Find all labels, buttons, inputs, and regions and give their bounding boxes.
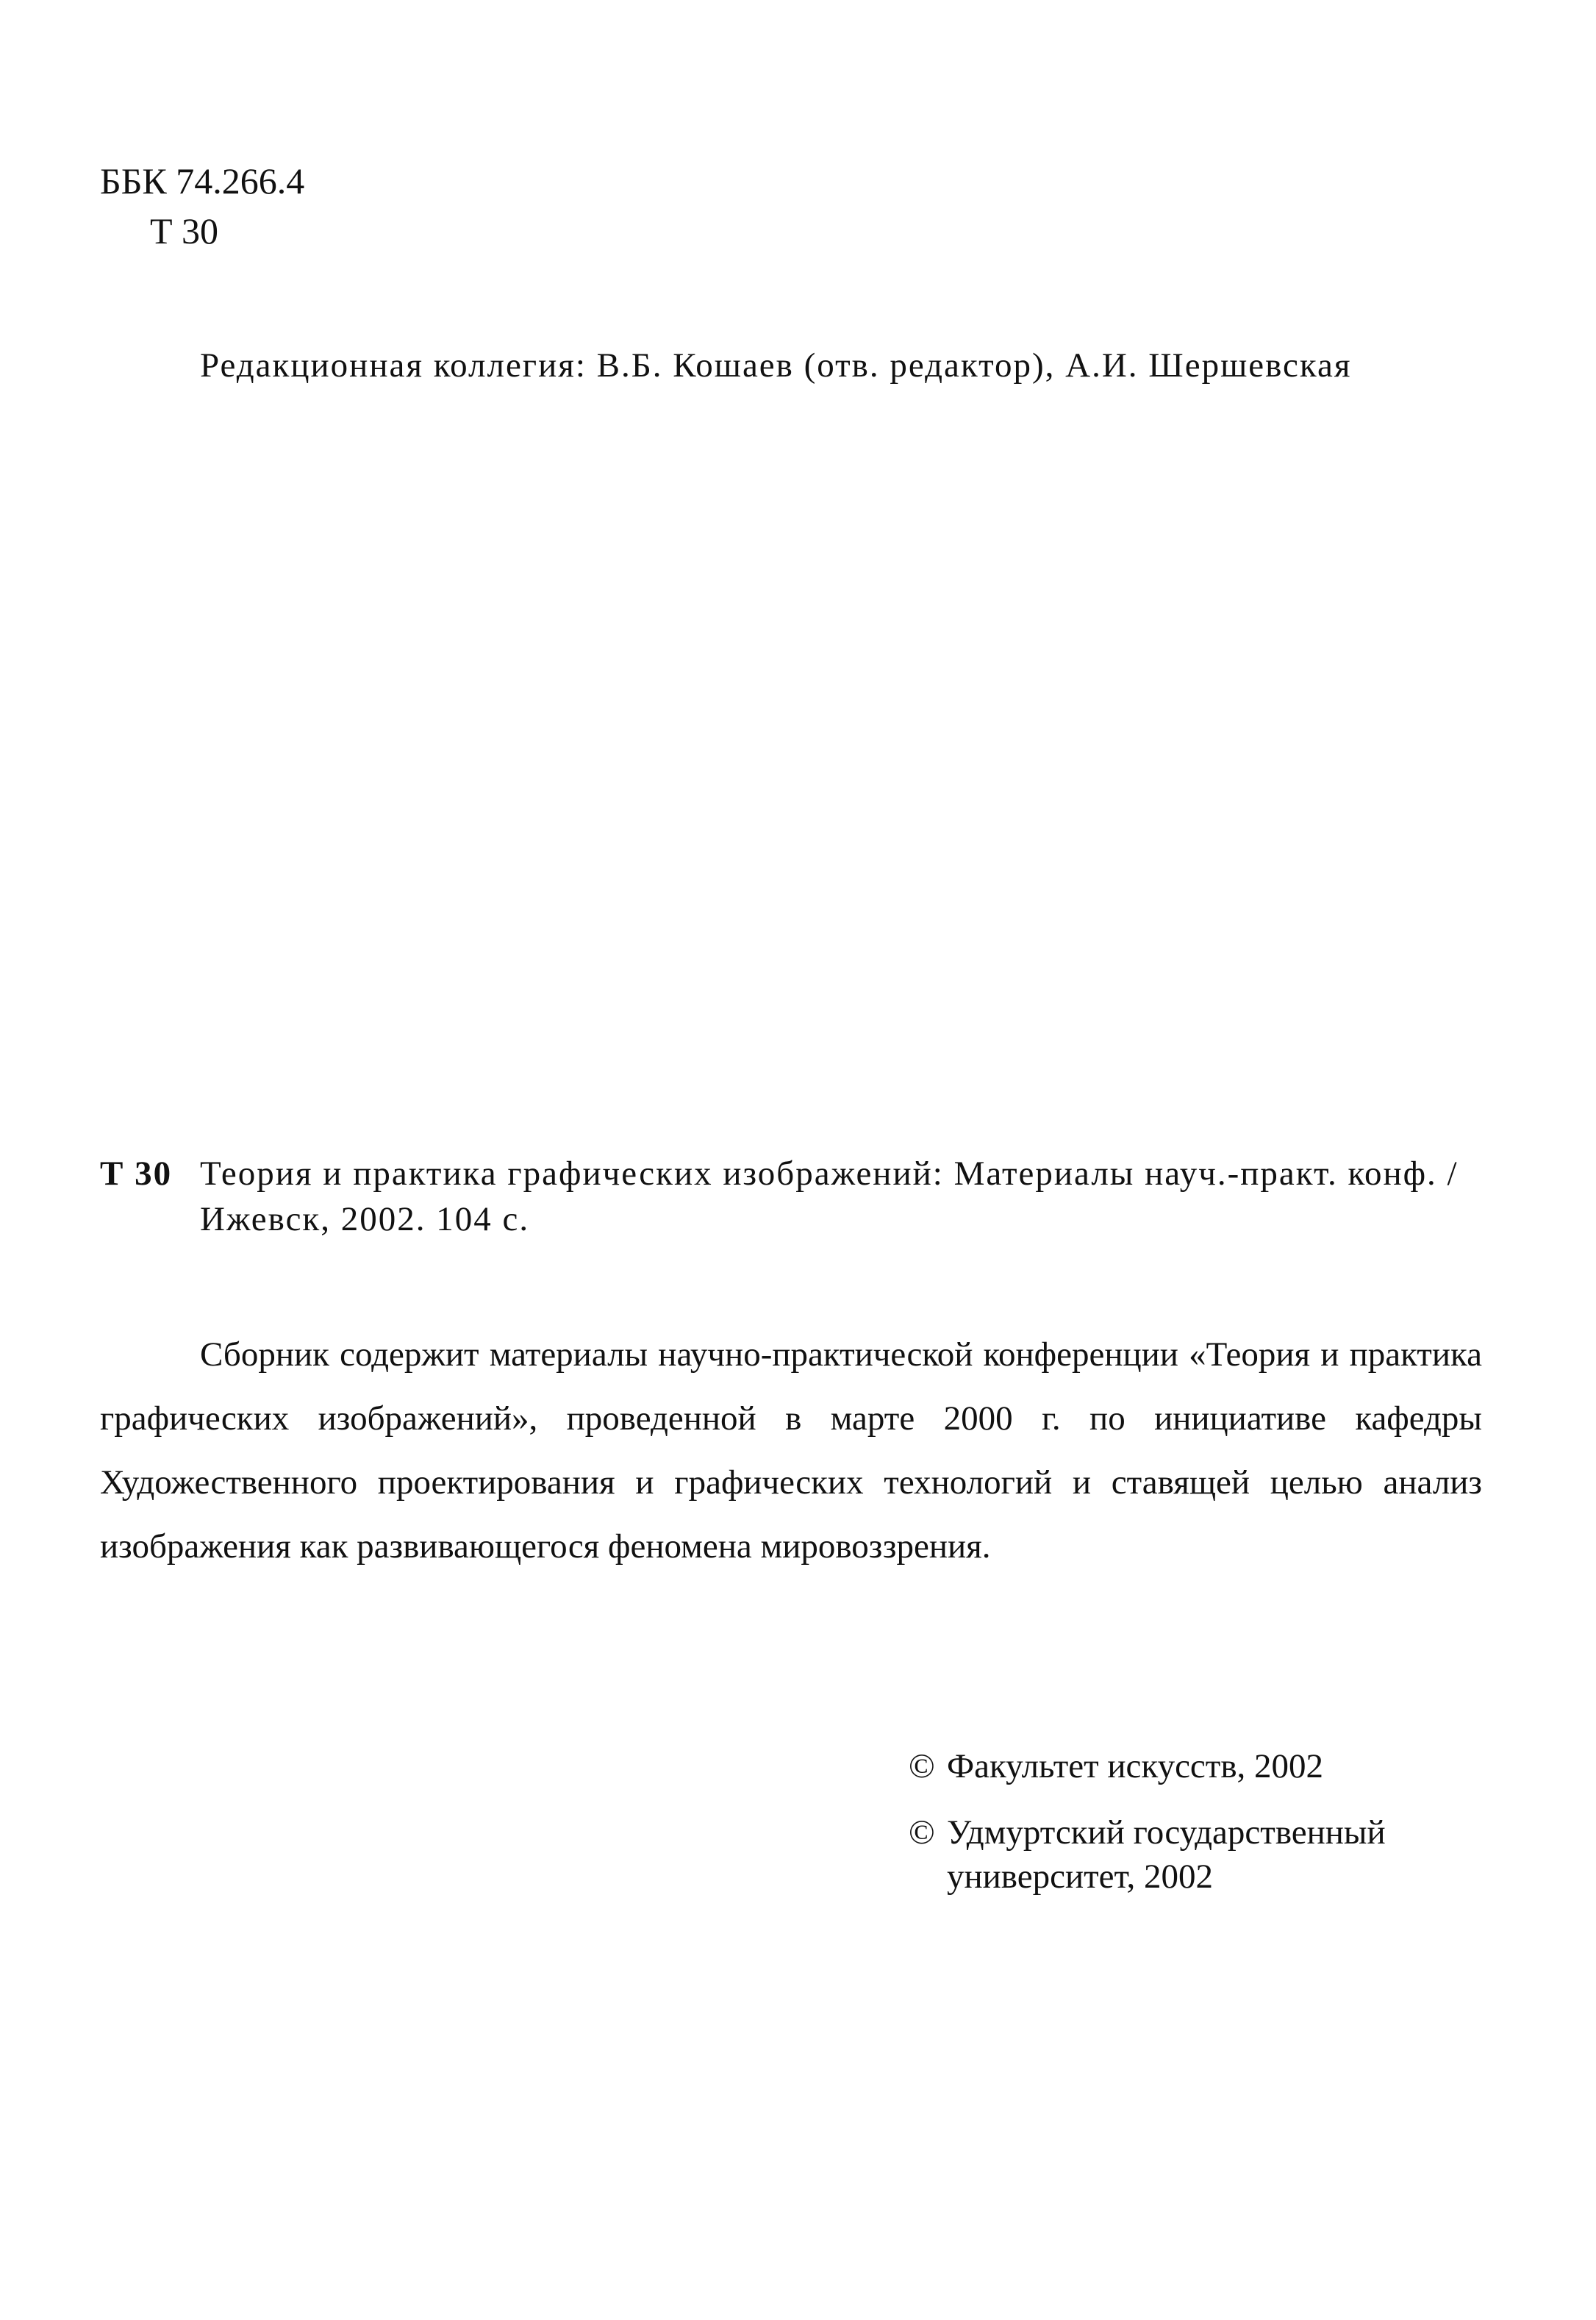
bbk-code: ББК 74.266.4: [100, 160, 305, 201]
copyright-icon: ©: [909, 1813, 935, 1852]
collection-abstract: Сборник содержит материалы научно-практической конференции «Теория и практика графических изображений», проведенной в марте 2000 г. по инициативе кафедры Художественного проектирования и графических технологий и ставящей целью анализ изображения как развивающегося феномена мировоззрения.: [100, 1335, 1482, 1566]
editorial-board: Редакционная коллегия: В.Б. Кошаев (отв. редактор), А.И. Шершевская: [200, 346, 1352, 385]
classification-block: [100, 156, 304, 256]
copyright-notices: [909, 1744, 1467, 1921]
copyright-icon: ©: [909, 1747, 935, 1785]
bibliographic-record: [100, 1151, 1482, 1242]
copyright-notice-university: [909, 1810, 1467, 1899]
author-mark: Т 30: [150, 210, 219, 251]
record-description: Теория и практика графических изображений: Материалы науч.-практ. конф. / Ижевск, 2002. 104 с.: [200, 1154, 1459, 1238]
copyright-holder-faculty: Факультет искусств, 2002: [947, 1747, 1324, 1785]
copyright-holder-university: Удмуртский государственный университет, 2002: [947, 1813, 1386, 1896]
record-code: Т 30: [100, 1154, 173, 1193]
copyright-notice-faculty: [909, 1744, 1467, 1788]
